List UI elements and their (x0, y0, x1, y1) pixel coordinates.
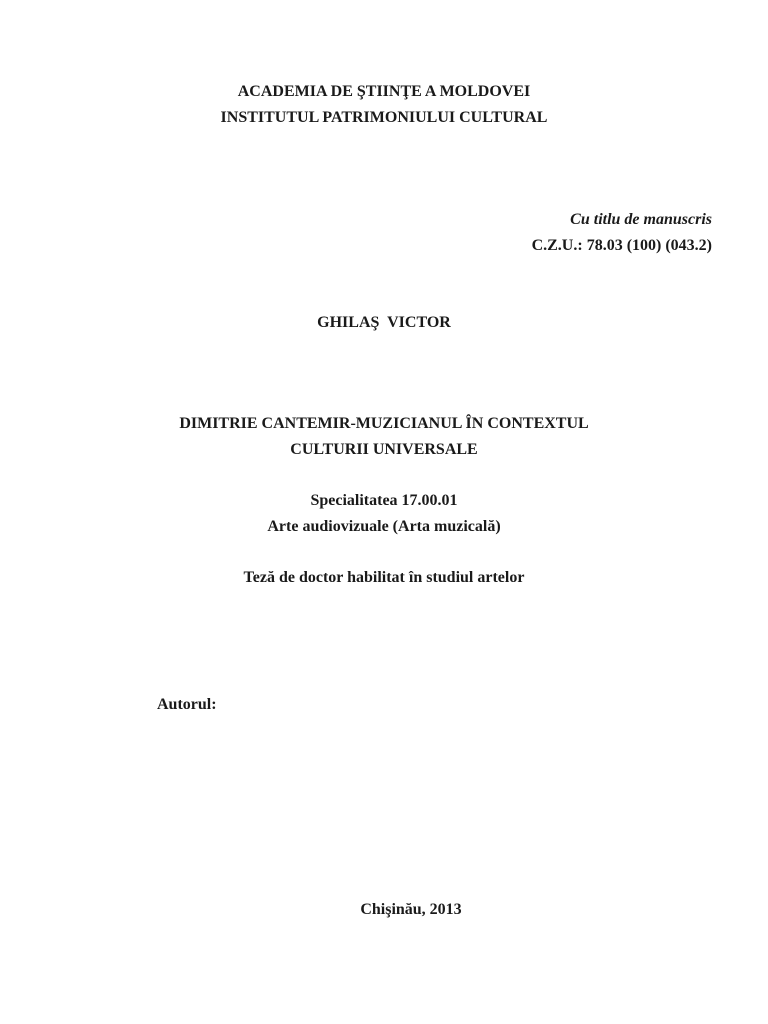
thesis-title-line-2: CULTURII UNIVERSALE (290, 441, 478, 458)
manuscript-note: Cu titlu de manuscris (570, 211, 712, 228)
thesis-title-line-1: DIMITRIE CANTEMIR-MUZICIANUL ÎN CONTEXTUL (179, 415, 589, 432)
specialty-name: Arte audiovizuale (Arta muzicală) (267, 518, 501, 535)
institute-name: INSTITUTUL PATRIMONIULUI CULTURAL (220, 109, 548, 126)
specialty-code: Specialitatea 17.00.01 (310, 492, 458, 509)
degree-statement: Teză de doctor habilitat în studiul artelor (243, 569, 525, 586)
academy-name: ACADEMIA DE ŞTIINŢE A MOLDOVEI (237, 83, 531, 100)
place-year: Chişinău, 2013 (360, 901, 462, 918)
author-name: GHILAŞ VICTOR (317, 314, 451, 331)
czu-code: C.Z.U.: 78.03 (100) (043.2) (531, 237, 712, 254)
author-label: Autorul: (157, 696, 217, 713)
